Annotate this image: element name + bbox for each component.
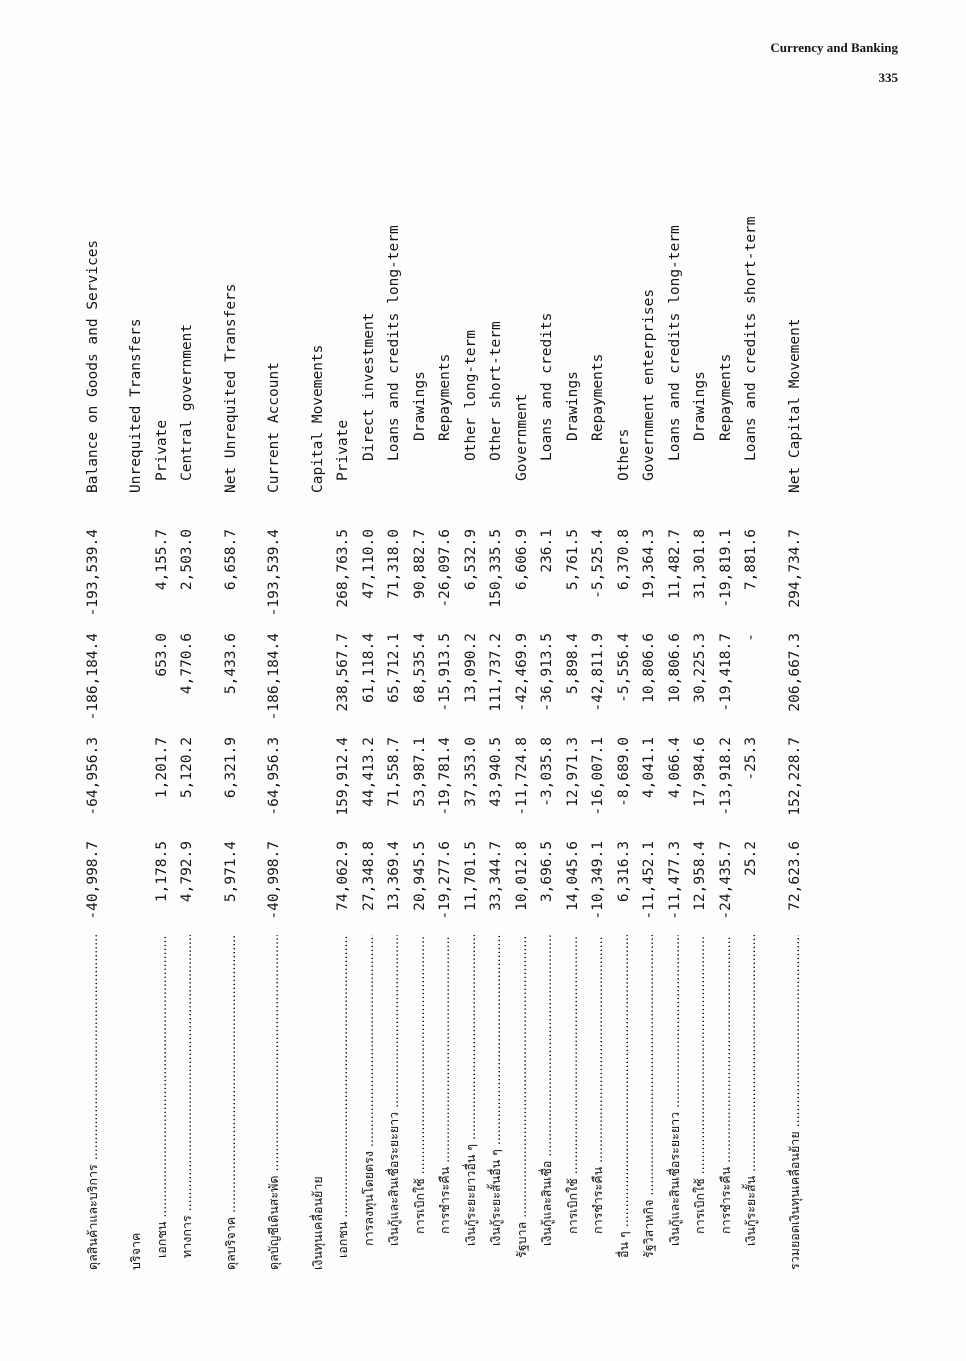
english-label: Net Capital Movement — [786, 318, 803, 493]
thai-label — [433, 935, 459, 1270]
value-cell: -193,539.4 — [266, 529, 283, 617]
value-cell: 653.0 — [153, 633, 170, 677]
value-cell: -13,918.2 — [717, 737, 734, 816]
thai-label — [218, 935, 244, 1270]
thai-label — [356, 935, 382, 1270]
value-cell: -16,007.1 — [590, 737, 607, 816]
value-cell: -42,811.9 — [590, 633, 607, 712]
leader-dots — [641, 935, 656, 1200]
page-header — [770, 40, 898, 86]
value-cell: -15,913.5 — [437, 633, 454, 712]
value-cell: 12,958.4 — [692, 841, 709, 911]
spacer-row — [200, 110, 218, 1270]
balance-of-payments-table — [80, 110, 803, 1270]
english-label: Loans and credits long-term — [666, 225, 683, 461]
thai-label — [662, 935, 688, 1270]
value-cell: -64,956.3 — [266, 737, 283, 816]
value-cell: -186,184.4 — [266, 633, 283, 721]
thai-label-text: เงินกู้ระยะสั้น — [743, 1175, 759, 1246]
value-cell: 5,898.4 — [564, 633, 581, 695]
table-row — [560, 110, 586, 1270]
value-cell: -10,349.1 — [590, 841, 607, 920]
table-row — [331, 110, 357, 1270]
thai-label-text: เงินกู้ระยะสั้นอื่น ๆ — [488, 1149, 504, 1246]
leader-dots — [437, 935, 452, 1167]
value-cell: -24,435.7 — [717, 841, 734, 920]
value-cell: 1,178.5 — [153, 841, 170, 903]
value-cell: 27,348.8 — [360, 841, 377, 911]
spacer-cell — [764, 110, 782, 1270]
value-cell: 4,155.7 — [153, 529, 170, 591]
value-cell — [124, 623, 150, 727]
thai-label — [688, 935, 714, 1270]
value-cell: -11,477.3 — [666, 841, 683, 920]
thai-label — [262, 935, 288, 1270]
leader-dots — [335, 935, 350, 1222]
spacer-row — [106, 110, 124, 1270]
english-label: Direct investment — [360, 312, 377, 461]
thai-label — [611, 935, 637, 1270]
english-label: Other long-term — [462, 330, 479, 461]
value-cell: -64,956.3 — [84, 737, 101, 816]
value-cell: 12,971.3 — [564, 737, 581, 807]
value-cell: 10,012.8 — [513, 841, 530, 911]
thai-label-text: การชำระคืน — [717, 1166, 733, 1234]
thai-label-text: การเบิกใช้ — [411, 1178, 427, 1234]
value-cell: 4,066.4 — [666, 737, 683, 799]
table-row — [218, 110, 244, 1270]
english-label: Private — [335, 419, 352, 481]
value-cell: 150,335.5 — [488, 529, 505, 608]
thai-label-text: เงินกู้และสินเชื่อระยะยาว — [386, 1111, 402, 1246]
value-cell: -186,184.4 — [84, 633, 101, 721]
thai-label — [484, 935, 510, 1270]
thai-label-text: รวมยอดเงินทุนเคลื่อนย้าย — [786, 1131, 802, 1270]
english-label: Repayments — [437, 353, 454, 441]
leader-dots — [692, 935, 707, 1178]
value-cell: 5,971.4 — [222, 841, 239, 903]
table-row — [739, 110, 765, 1270]
table-row — [407, 110, 433, 1270]
english-label: Balance on Goods and Services — [84, 239, 101, 493]
table-row — [535, 110, 561, 1270]
page-number: 335 — [878, 70, 898, 85]
value-cell: 17,984.6 — [692, 737, 709, 807]
value-cell: -19,418.7 — [717, 633, 734, 712]
value-cell: 7,881.6 — [743, 529, 760, 591]
value-cell: -19,781.4 — [437, 737, 454, 816]
value-cell: 5,433.6 — [222, 633, 239, 695]
value-cell — [305, 623, 331, 727]
value-cell: 2,503.0 — [179, 529, 196, 591]
table-row — [586, 110, 612, 1270]
value-cell: 4,770.6 — [179, 633, 196, 695]
value-cell: -19,277.6 — [437, 841, 454, 920]
value-cell: 14,045.6 — [564, 841, 581, 911]
leader-dots — [539, 935, 554, 1161]
table-row — [80, 110, 106, 1270]
value-cell — [305, 831, 331, 935]
table-row — [382, 110, 408, 1270]
leader-dots — [787, 935, 802, 1131]
value-cell: 4,792.9 — [179, 841, 196, 903]
value-cell: 72,623.6 — [786, 841, 803, 911]
value-cell: -36,913.5 — [539, 633, 556, 712]
table-row — [637, 110, 663, 1270]
value-cell: 61,118.4 — [360, 633, 377, 703]
value-cell — [305, 519, 331, 623]
thai-label-text: การเบิกใช้ — [692, 1178, 708, 1234]
value-cell: -40,998.7 — [84, 841, 101, 920]
value-cell: 206,667.3 — [786, 633, 803, 712]
english-label: Loans and credits short-term — [743, 216, 760, 461]
thai-label — [782, 935, 808, 1270]
english-label: Capital Movements — [309, 344, 326, 493]
thai-label — [586, 935, 612, 1270]
english-label: Loans and credits long-term — [386, 225, 403, 461]
value-cell: 5,120.2 — [179, 737, 196, 799]
value-cell: -3,035.8 — [539, 737, 556, 807]
leader-dots — [85, 935, 100, 1164]
thai-label — [560, 935, 586, 1270]
english-label: Others — [615, 428, 632, 481]
english-label: Drawings — [411, 371, 428, 441]
leader-dots — [616, 935, 631, 1231]
thai-label — [509, 935, 535, 1270]
thai-label-text: เงินกู้ระยะยาวอื่น ๆ — [462, 1143, 478, 1246]
thai-label-text: ดุลบริจาค — [222, 1216, 238, 1270]
value-cell: -42,469.9 — [513, 633, 530, 712]
value-cell: 37,353.0 — [462, 737, 479, 807]
value-cell: -40,998.7 — [266, 841, 283, 920]
english-label: Repayments — [590, 353, 607, 441]
thai-label — [305, 935, 331, 1270]
value-cell: 10,806.6 — [641, 633, 658, 703]
thai-label — [382, 935, 408, 1270]
value-cell: 294,734.7 — [786, 529, 803, 608]
value-cell: 68,535.4 — [411, 633, 428, 703]
value-cell: -5,556.4 — [615, 633, 632, 703]
english-label: Loans and credits — [539, 312, 556, 461]
spacer-cell — [200, 110, 218, 1270]
leader-dots — [590, 935, 605, 1167]
value-cell: 65,712.1 — [386, 633, 403, 703]
value-cell: 43,940.5 — [488, 737, 505, 807]
table-row — [509, 110, 535, 1270]
thai-label-text: ดุลบัญชีเดินสะพัด — [266, 1175, 282, 1270]
thai-label-text: รัฐวิสาหกิจ — [641, 1199, 657, 1258]
value-cell: 20,945.5 — [411, 841, 428, 911]
leader-dots — [386, 935, 401, 1112]
table-row — [713, 110, 739, 1270]
english-label: Net Unrequited Transfers — [222, 283, 239, 493]
value-cell: 6,658.7 — [222, 529, 239, 591]
table-row — [782, 110, 808, 1270]
value-cell: 71,558.7 — [386, 737, 403, 807]
value-cell: 53,987.1 — [411, 737, 428, 807]
table-row — [356, 110, 382, 1270]
value-cell: 6,316.3 — [615, 841, 632, 903]
english-label: Central government — [179, 323, 196, 481]
leader-dots — [463, 935, 478, 1144]
value-cell: 1,201.7 — [153, 737, 170, 799]
value-cell: 6,321.9 — [222, 737, 239, 799]
thai-label-text: เงินกู้และสินเชื่อ — [539, 1160, 555, 1246]
thai-label-text: การลงทุนโดยตรง — [360, 1151, 376, 1246]
thai-label-text: เงินกู้และสินเชื่อระยะยาว — [666, 1111, 682, 1246]
value-cell: 11,482.7 — [666, 529, 683, 599]
english-label: Drawings — [692, 371, 709, 441]
value-cell: 47,110.0 — [360, 529, 377, 599]
thai-label — [535, 935, 561, 1270]
table-row — [458, 110, 484, 1270]
value-cell: 33,344.7 — [488, 841, 505, 911]
leader-dots — [266, 935, 281, 1176]
leader-dots — [667, 935, 682, 1112]
value-cell: 71,318.0 — [386, 529, 403, 599]
table-row — [433, 110, 459, 1270]
thai-label-text: ดุลสินค้าและบริการ — [84, 1164, 100, 1270]
spacer-cell — [244, 110, 262, 1270]
thai-label — [124, 935, 150, 1270]
table-row — [484, 110, 510, 1270]
value-cell: 238,567.7 — [335, 633, 352, 712]
thai-label-text: ทางการ — [179, 1215, 195, 1258]
value-cell: -5,525.4 — [590, 529, 607, 599]
value-cell: 11,701.5 — [462, 841, 479, 911]
value-cell: -26,097.6 — [437, 529, 454, 608]
chapter-title: Currency and Banking — [770, 40, 898, 55]
table-row — [262, 110, 288, 1270]
spacer-cell — [287, 110, 305, 1270]
thai-label — [739, 935, 765, 1270]
value-cell — [124, 831, 150, 935]
english-label: Government enterprises — [641, 288, 658, 481]
table-row — [149, 110, 175, 1270]
leader-dots — [179, 935, 194, 1215]
spacer-row — [764, 110, 782, 1270]
data-table — [80, 110, 808, 1270]
value-cell: -11,724.8 — [513, 737, 530, 816]
value-cell: -25.3 — [743, 737, 760, 781]
value-cell: 159,912.4 — [335, 737, 352, 816]
leader-dots — [154, 935, 169, 1222]
value-cell — [305, 727, 331, 831]
table-row — [688, 110, 714, 1270]
thai-label-text: บริจาค — [128, 1232, 144, 1270]
english-label: Government — [513, 393, 530, 481]
table-row — [175, 110, 201, 1270]
thai-label — [637, 935, 663, 1270]
table-row — [124, 110, 150, 1270]
thai-label — [80, 935, 106, 1270]
spacer-row — [244, 110, 262, 1270]
table-body — [80, 110, 808, 1270]
english-label: Repayments — [717, 353, 734, 441]
value-cell: 5,761.5 — [564, 529, 581, 591]
thai-label — [407, 935, 433, 1270]
leader-dots — [514, 935, 529, 1222]
value-cell: 13,090.2 — [462, 633, 479, 703]
value-cell: 111,737.2 — [488, 633, 505, 712]
leader-dots — [718, 935, 733, 1167]
thai-label-text: การชำระคืน — [590, 1166, 606, 1234]
value-cell: 19,364.3 — [641, 529, 658, 599]
thai-label — [713, 935, 739, 1270]
thai-label-text: อื่น ๆ — [615, 1231, 631, 1258]
thai-label-text: รัฐบาล — [513, 1221, 529, 1258]
value-cell: -193,539.4 — [84, 529, 101, 617]
table-row — [662, 110, 688, 1270]
english-label: Current Account — [266, 362, 283, 493]
english-label: Private — [153, 419, 170, 481]
thai-label — [175, 935, 201, 1270]
value-cell: 90,882.7 — [411, 529, 428, 599]
value-cell: 6,370.8 — [615, 529, 632, 591]
spacer-row — [287, 110, 305, 1270]
value-cell: 44,413.2 — [360, 737, 377, 807]
thai-label — [458, 935, 484, 1270]
value-cell: 13,369.4 — [386, 841, 403, 911]
thai-label-text: การชำระคืน — [437, 1166, 453, 1234]
value-cell — [124, 519, 150, 623]
value-cell: 30,225.3 — [692, 633, 709, 703]
leader-dots — [743, 935, 758, 1176]
value-cell: 6,532.9 — [462, 529, 479, 591]
thai-label — [331, 935, 357, 1270]
value-cell: -19,819.1 — [717, 529, 734, 608]
thai-label-text: เอกชน — [335, 1221, 351, 1258]
english-label: Unrequited Transfers — [128, 318, 145, 493]
table-row — [305, 110, 331, 1270]
value-cell: -8,689.0 — [615, 737, 632, 807]
thai-label-text: เอกชน — [153, 1221, 169, 1258]
value-cell: 25.2 — [743, 841, 760, 876]
table-row — [611, 110, 637, 1270]
thai-label — [149, 935, 175, 1270]
value-cell: 4,041.1 — [641, 737, 658, 799]
thai-label-text: การเบิกใช้ — [564, 1178, 580, 1234]
value-cell: 31,301.8 — [692, 529, 709, 599]
leader-dots — [412, 935, 427, 1178]
leader-dots — [361, 935, 376, 1151]
value-cell: 152,228.7 — [786, 737, 803, 816]
value-cell: 6,606.9 — [513, 529, 530, 591]
english-label: Other short-term — [488, 321, 505, 461]
value-cell: 3,696.5 — [539, 841, 556, 903]
english-label: Drawings — [564, 371, 581, 441]
value-cell — [124, 727, 150, 831]
value-cell: 10,806.6 — [666, 633, 683, 703]
thai-label-text: เงินทุนเคลื่อนย้าย — [309, 1176, 325, 1270]
value-cell: 74,062.9 — [335, 841, 352, 911]
spacer-cell — [106, 110, 124, 1270]
leader-dots — [565, 935, 580, 1178]
leader-dots — [223, 935, 238, 1217]
value-cell: - — [743, 633, 760, 642]
value-cell: 236.1 — [539, 529, 556, 573]
value-cell: 268,763.5 — [335, 529, 352, 608]
value-cell: -11,452.1 — [641, 841, 658, 920]
leader-dots — [488, 935, 503, 1149]
